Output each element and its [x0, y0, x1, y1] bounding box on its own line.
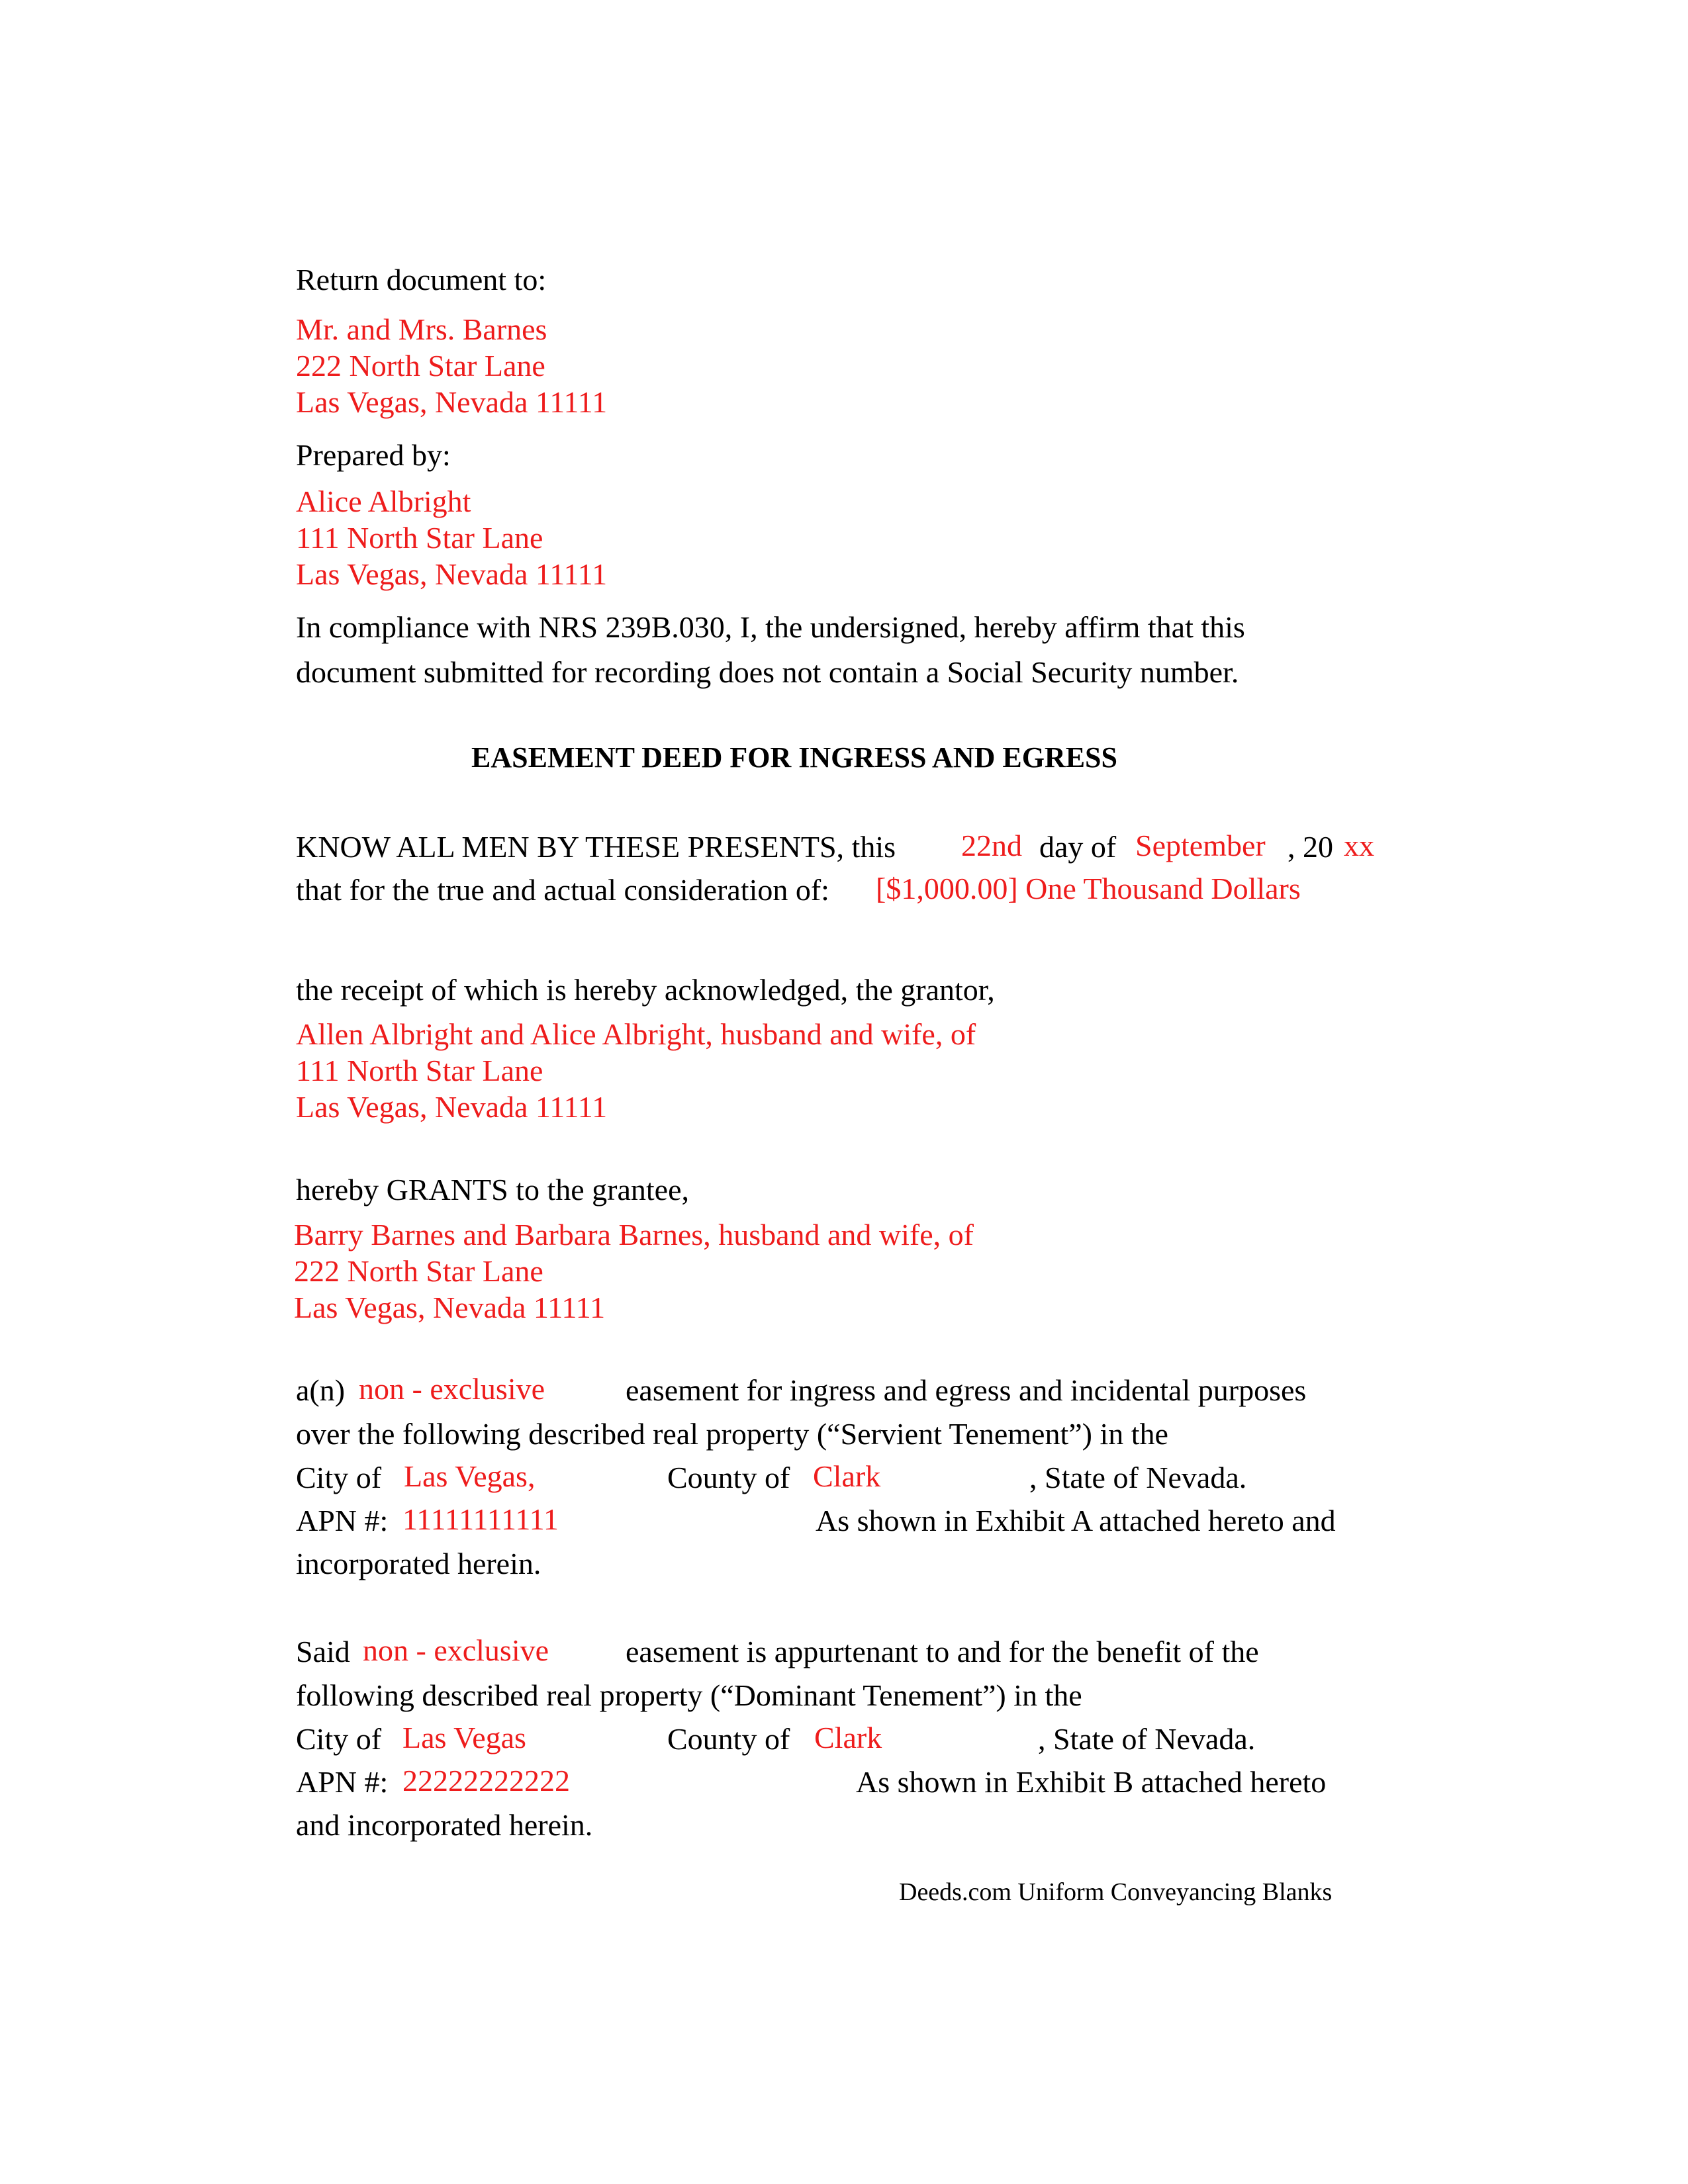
- dominant-apn-label: APN #:: [296, 1765, 389, 1799]
- grantor-names: Allen Albright and Alice Albright, husband and wife, of: [296, 1017, 976, 1051]
- dominant-text-2: following described real property (“Dominant Tenement”) in the: [296, 1678, 1082, 1712]
- servient-state: , State of Nevada.: [1029, 1461, 1247, 1494]
- prepared-by-street: 111 North Star Lane: [296, 521, 543, 555]
- grantee-names: Barry Barnes and Barbara Barnes, husband and wife, of: [294, 1218, 974, 1251]
- dominant-easement-type: non - exclusive: [363, 1633, 549, 1667]
- dominant-city-label: City of: [296, 1722, 382, 1756]
- servient-city: Las Vegas,: [404, 1459, 536, 1493]
- return-to-name: Mr. and Mrs. Barnes: [296, 312, 547, 346]
- deed-day: 22nd: [961, 829, 1022, 862]
- prepared-by-name: Alice Albright: [296, 484, 471, 518]
- servient-apn-label: APN #:: [296, 1504, 389, 1537]
- grantor-city: Las Vegas, Nevada 11111: [296, 1090, 608, 1124]
- servient-text-1: easement for ingress and egress and incidental purposes: [626, 1373, 1307, 1407]
- compliance-line-1: In compliance with NRS 239B.030, I, the undersigned, hereby affirm that this: [296, 610, 1245, 644]
- grantee-city: Las Vegas, Nevada 11111: [294, 1291, 606, 1324]
- consideration-text: that for the true and actual consideration of:: [296, 873, 829, 907]
- know-all-text: KNOW ALL MEN BY THESE PRESENTS, this: [296, 830, 896, 864]
- return-to-label: Return document to:: [296, 263, 547, 296]
- dominant-exhibit-1: As shown in Exhibit B attached hereto: [856, 1765, 1327, 1799]
- grantor-intro: the receipt of which is hereby acknowledged, the grantor,: [296, 973, 995, 1007]
- grantor-street: 111 North Star Lane: [296, 1054, 543, 1087]
- footer-brand: Deeds.com Uniform Conveyancing Blanks: [899, 1878, 1333, 1906]
- consideration-value: [$1,000.00] One Thousand Dollars: [876, 872, 1301, 905]
- servient-apn: 11111111111: [402, 1502, 559, 1536]
- servient-exhibit-1: As shown in Exhibit A attached hereto and: [816, 1504, 1336, 1537]
- year-prefix: , 20: [1288, 830, 1333, 864]
- dominant-prefix: Said: [296, 1635, 350, 1668]
- year-suffix: xx: [1344, 829, 1374, 862]
- dominant-state: , State of Nevada.: [1038, 1722, 1256, 1756]
- grantee-intro: hereby GRANTS to the grantee,: [296, 1173, 690, 1206]
- return-to-city: Las Vegas, Nevada 11111: [296, 385, 608, 419]
- return-to-street: 222 North Star Lane: [296, 349, 545, 383]
- dominant-apn: 22222222222: [402, 1764, 570, 1797]
- dominant-exhibit-2: and incorporated herein.: [296, 1808, 593, 1842]
- grantee-street: 222 North Star Lane: [294, 1254, 543, 1288]
- servient-text-2: over the following described real property (“Servient Tenement”) in the: [296, 1417, 1168, 1451]
- servient-prefix: a(n): [296, 1373, 346, 1407]
- dominant-text-1: easement is appurtenant to and for the benefit of the: [626, 1635, 1259, 1668]
- deed-month: September: [1135, 829, 1266, 862]
- dominant-county-label: County of: [667, 1722, 790, 1756]
- compliance-line-2: document submitted for recording does not contain a Social Security number.: [296, 655, 1239, 689]
- servient-easement-type: non - exclusive: [359, 1372, 545, 1406]
- dominant-city: Las Vegas: [402, 1721, 526, 1754]
- servient-city-label: City of: [296, 1461, 382, 1494]
- dominant-county: Clark: [814, 1721, 882, 1754]
- servient-county-label: County of: [667, 1461, 790, 1494]
- prepared-by-city: Las Vegas, Nevada 11111: [296, 557, 608, 591]
- servient-county: Clark: [813, 1459, 881, 1493]
- document-title: EASEMENT DEED FOR INGRESS AND EGRESS: [471, 741, 1117, 774]
- prepared-by-label: Prepared by:: [296, 438, 451, 472]
- day-of-text: day of: [1039, 830, 1117, 864]
- servient-exhibit-2: incorporated herein.: [296, 1547, 541, 1580]
